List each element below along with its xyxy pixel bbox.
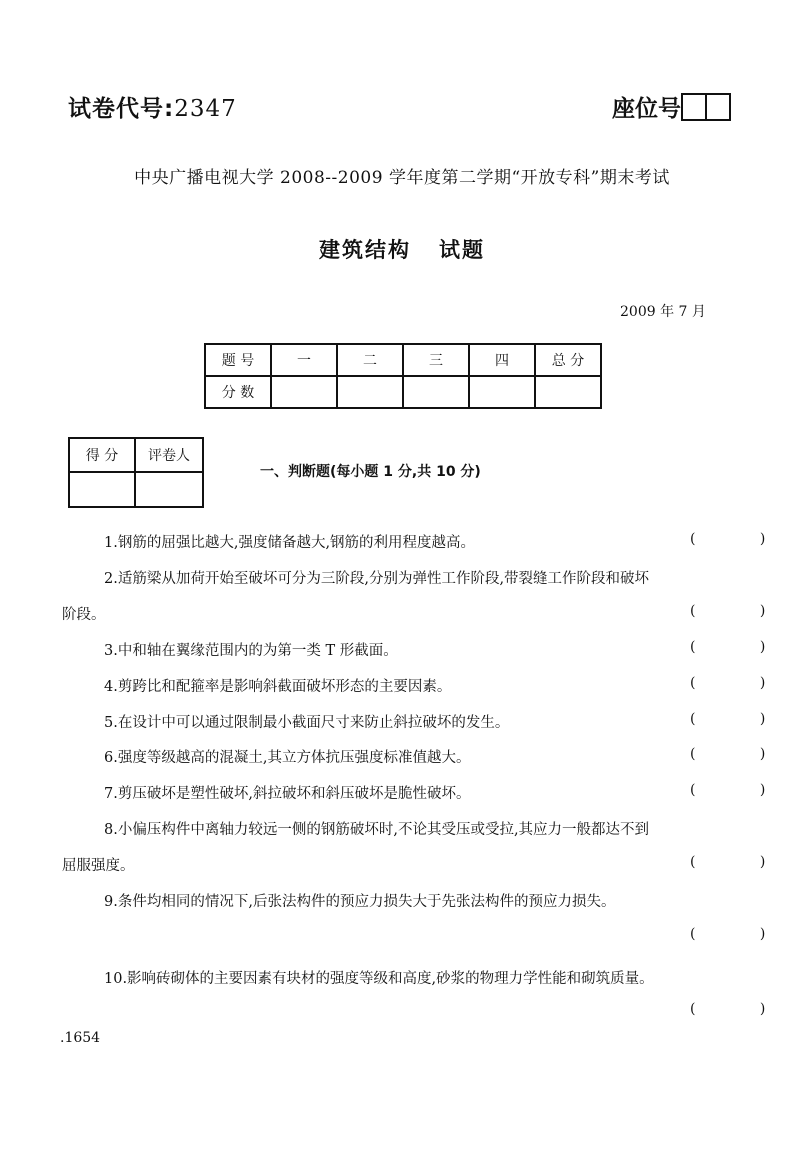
- question-3-text: 3.中和轴在翼缘范围内的为第一类 T 形截面。: [104, 643, 398, 659]
- question-4-text: 4.剪跨比和配箍率是影响斜截面破坏形态的主要因素。: [104, 679, 452, 695]
- score-header-cell: 题 号: [205, 344, 271, 376]
- score-table-score-row: [205, 376, 601, 408]
- score-table: [204, 343, 602, 409]
- section-title: 一、判断题(每小题 1 分,共 10 分): [260, 464, 481, 480]
- score-header-cell: 四: [469, 344, 535, 376]
- question-6-text: 6.强度等级越高的混凝土,其立方体抗压强度标准值越大。: [104, 750, 471, 766]
- answer-paren-6[interactable]: ( ): [690, 746, 796, 762]
- question-8-text: 8.小偏压构件中离轴力较远一侧的钢筋破坏时,不论其受压或受拉,其应力一般都达不到: [104, 822, 650, 838]
- score-cell[interactable]: [535, 376, 601, 408]
- grader-score-cell[interactable]: [69, 472, 135, 507]
- score-header-cell: 一: [271, 344, 337, 376]
- grader-name-label: 评卷人: [135, 438, 203, 472]
- score-cell[interactable]: [337, 376, 403, 408]
- question-2-text-cont: 阶段。: [62, 607, 106, 623]
- subject-title: [0, 234, 804, 264]
- seat-box-1[interactable]: [681, 93, 707, 121]
- grader-header-row: [69, 438, 203, 472]
- score-header-cell: 总 分: [535, 344, 601, 376]
- answer-paren-2[interactable]: ( ): [690, 603, 796, 619]
- answer-paren-1[interactable]: ( ): [690, 531, 796, 547]
- answer-paren-7[interactable]: ( ): [690, 782, 796, 798]
- question-8-text-cont: 屈服强度。: [62, 858, 135, 874]
- grader-score-label: 得 分: [69, 438, 135, 472]
- exam-date: 2009 年 7 月: [620, 304, 706, 320]
- answer-paren-9[interactable]: ( ): [690, 926, 796, 942]
- exam-title: 中央广播电视大学 2008--2009 学年度第二学期“开放专科”期末考试: [134, 168, 670, 188]
- question-7-text: 7.剪压破坏是塑性破坏,斜拉破坏和斜压破坏是脆性破坏。: [104, 786, 471, 802]
- score-cell[interactable]: [469, 376, 535, 408]
- answer-paren-4[interactable]: ( ): [690, 675, 796, 691]
- paper-code-value: 2347: [174, 96, 237, 122]
- answer-paren-10[interactable]: ( ): [690, 1001, 796, 1017]
- answer-paren-8[interactable]: ( ): [690, 854, 796, 870]
- answer-paren-5[interactable]: ( ): [690, 711, 796, 727]
- question-2-text: 2.适筋梁从加荷开始至破坏可分为三阶段,分别为弹性工作阶段,带裂缝工作阶段和破坏: [104, 571, 650, 587]
- paper-code: [68, 90, 237, 123]
- score-header-cell: 三: [403, 344, 469, 376]
- question-10-text: 10.影响砖砌体的主要因素有块材的强度等级和高度,砂浆的物理力学性能和砌筑质量。: [104, 971, 654, 987]
- seat-number-label: 座位号: [612, 96, 681, 122]
- score-row-label: 分 数: [205, 376, 271, 408]
- question-1-text: 1.钢筋的屈强比越大,强度储备越大,钢筋的利用程度越高。: [104, 535, 476, 551]
- question-5-text: 5.在设计中可以通过限制最小截面尺寸来防止斜拉破坏的发生。: [104, 715, 510, 731]
- grader-table: [68, 437, 204, 508]
- grader-input-row: [69, 472, 203, 507]
- page-number: .1654: [60, 1030, 101, 1046]
- score-cell[interactable]: [403, 376, 469, 408]
- question-9-text: 9.条件均相同的情况下,后张法构件的预应力损失大于先张法构件的预应力损失。: [104, 894, 616, 910]
- score-table-header-row: [205, 344, 601, 376]
- subject-suffix: 试题: [439, 238, 485, 262]
- score-header-cell: 二: [337, 344, 403, 376]
- grader-name-cell[interactable]: [135, 472, 203, 507]
- seat-box-2[interactable]: [707, 93, 731, 121]
- seat-number: [612, 90, 731, 123]
- paper-code-label: 试卷代号:: [68, 96, 175, 122]
- answer-paren-3[interactable]: ( ): [690, 639, 796, 655]
- subject-name: 建筑结构: [319, 238, 411, 262]
- score-cell[interactable]: [271, 376, 337, 408]
